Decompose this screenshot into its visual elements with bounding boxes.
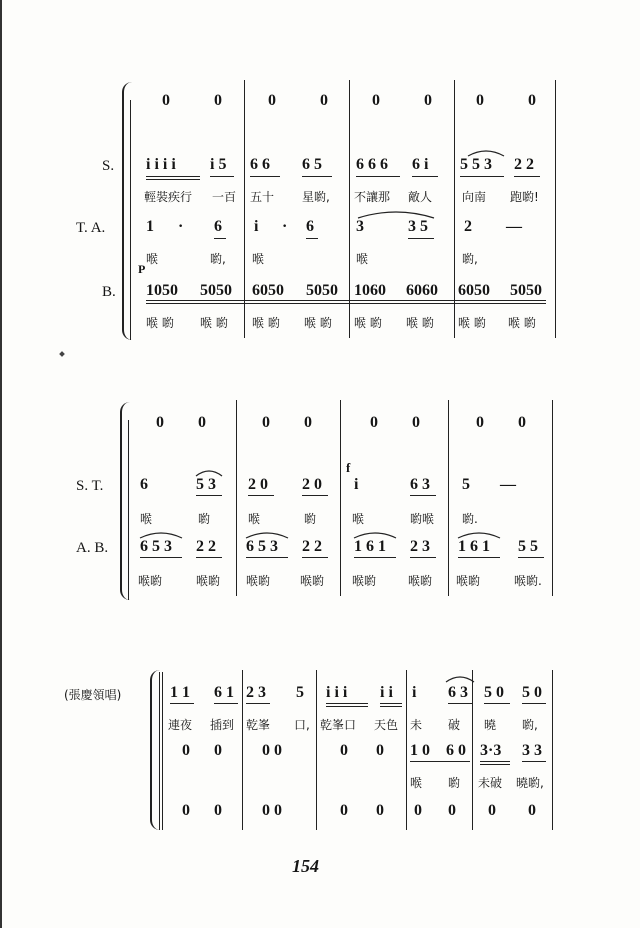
- note: 0: [214, 742, 222, 759]
- beam: [410, 761, 470, 762]
- system-bracket-line: [128, 420, 129, 600]
- lyric: 喲,: [210, 252, 226, 266]
- beam: [146, 300, 546, 301]
- note: 5 5: [518, 538, 538, 555]
- note: 0: [376, 802, 384, 819]
- beam: [458, 557, 500, 558]
- lyric: 一百: [212, 190, 237, 204]
- solo-label: (張慶領唱): [64, 688, 122, 702]
- beam: [246, 703, 270, 704]
- note: 6 3: [448, 684, 468, 701]
- part-label-st: S. T.: [76, 478, 104, 494]
- note: 6 6 6: [356, 156, 388, 173]
- lyric: 輕裝疾行: [144, 190, 193, 204]
- lyric: 向南: [462, 190, 487, 204]
- note: 0: [214, 802, 222, 819]
- lyric: 喉: [252, 252, 265, 266]
- beam: [146, 179, 200, 180]
- part-label-b: B.: [102, 284, 116, 300]
- beam: [146, 176, 200, 177]
- beam: [408, 238, 434, 239]
- note: 2 2: [302, 538, 322, 555]
- note: 2 0: [248, 476, 268, 493]
- slur: [194, 466, 224, 478]
- note: i: [412, 684, 417, 701]
- note: 0 0: [262, 802, 282, 819]
- stray-mark: [59, 351, 65, 357]
- barline: [552, 400, 553, 596]
- note: 6060: [406, 282, 438, 299]
- note: 6: [140, 476, 148, 493]
- slur: [244, 528, 290, 540]
- tie: [356, 206, 436, 220]
- beam: [302, 495, 328, 496]
- note: 0: [424, 92, 432, 109]
- dynamic-mark: f: [346, 460, 351, 475]
- note: ·: [178, 218, 184, 235]
- beam: [448, 703, 472, 704]
- lyric: 喉喲: [408, 574, 433, 588]
- lyric: 喉: [352, 512, 365, 526]
- note: 2 3: [410, 538, 430, 555]
- note: 2 0: [302, 476, 322, 493]
- note: i 5: [210, 156, 227, 173]
- lyric: 喉: [146, 252, 159, 266]
- lyric: 喉喲: [196, 574, 221, 588]
- note: 6 3: [410, 476, 430, 493]
- barline: [316, 670, 317, 830]
- note: i i i: [326, 684, 348, 701]
- beam: [480, 764, 510, 765]
- beam: [460, 176, 504, 177]
- barline: [242, 670, 243, 830]
- note: 1 6 1: [458, 538, 490, 555]
- lyric: 喉 喲: [406, 316, 434, 330]
- lyric: 喉喲: [300, 574, 325, 588]
- note: i i i i: [146, 156, 176, 173]
- beam: [170, 703, 194, 704]
- lyric: 喉: [248, 512, 261, 526]
- note: 6 1: [214, 684, 234, 701]
- note: 5 0: [484, 684, 504, 701]
- note: 0: [376, 742, 384, 759]
- lyric: 跑喲!: [510, 190, 539, 204]
- note: 0 0: [262, 742, 282, 759]
- note: 5: [296, 684, 304, 701]
- note: i: [354, 476, 359, 493]
- note: 2 2: [514, 156, 534, 173]
- lyric: 喲,: [462, 252, 478, 266]
- beam: [302, 557, 328, 558]
- lyric: 喉: [140, 512, 153, 526]
- note: 5 3: [196, 476, 216, 493]
- note: 3·3: [480, 742, 502, 759]
- note: 0: [262, 414, 270, 431]
- lyric: 喉喲.: [514, 574, 542, 588]
- beam: [480, 761, 510, 762]
- note: 0: [182, 802, 190, 819]
- system-bracket-line: [130, 100, 131, 340]
- lyric: 插到: [210, 718, 235, 732]
- note: 0: [162, 92, 170, 109]
- part-label-s: S.: [102, 158, 115, 174]
- note: 1 0: [410, 742, 430, 759]
- beam: [306, 238, 318, 239]
- lyric: 喲.: [462, 512, 478, 526]
- beam: [196, 495, 222, 496]
- barline: [555, 80, 556, 338]
- lyric: 喲: [304, 512, 317, 526]
- note: 1 6 1: [354, 538, 386, 555]
- note: 5 0: [522, 684, 542, 701]
- dynamic-mark: P: [138, 262, 146, 276]
- note: 0: [198, 414, 206, 431]
- note: 5050: [510, 282, 542, 299]
- lyric: 星喲,: [302, 190, 330, 204]
- beam: [484, 703, 510, 704]
- note: 6 5 3: [246, 538, 278, 555]
- lyric: 曉: [484, 718, 497, 732]
- note: i i: [380, 684, 393, 701]
- lyric: 乾峯口: [320, 718, 357, 732]
- note: 0: [488, 802, 496, 819]
- barline: [340, 400, 341, 596]
- lyric: 口,: [294, 718, 310, 732]
- note: 0: [320, 92, 328, 109]
- barline: [448, 400, 449, 596]
- note: 6 5 3: [140, 538, 172, 555]
- beam: [410, 495, 436, 496]
- note: 0: [182, 742, 190, 759]
- lyric: 曉喲,: [516, 776, 544, 790]
- note: 1: [146, 218, 154, 235]
- lyric: 喉 喲: [508, 316, 536, 330]
- lyric: 敵人: [408, 190, 433, 204]
- system-bracket-line: [159, 672, 160, 830]
- note: —: [506, 218, 522, 235]
- lyric: 天色: [374, 718, 399, 732]
- note: 0: [528, 92, 536, 109]
- note: ·: [282, 218, 288, 235]
- beam: [518, 557, 544, 558]
- lyric: 乾峯: [246, 718, 271, 732]
- note: 5: [462, 476, 470, 493]
- lyric: 喉喲: [138, 574, 163, 588]
- lyric: 喉 喲: [252, 316, 280, 330]
- note: —: [500, 476, 516, 493]
- barline: [236, 400, 237, 596]
- slur: [444, 672, 476, 684]
- barline: [472, 670, 473, 830]
- lyric: 不讓那: [354, 190, 391, 204]
- note: 0: [476, 414, 484, 431]
- note: 2 2: [196, 538, 216, 555]
- note: 0: [372, 92, 380, 109]
- note: 0: [476, 92, 484, 109]
- note: 0: [214, 92, 222, 109]
- note: 5050: [306, 282, 338, 299]
- note: 0: [528, 802, 536, 819]
- note: 5 5 3: [460, 156, 492, 173]
- note: 6: [214, 218, 222, 235]
- lyric: 喉 喲: [200, 316, 228, 330]
- note: 0: [156, 414, 164, 431]
- beam: [380, 703, 402, 704]
- lyric: 喲,: [522, 718, 538, 732]
- note: 2: [464, 218, 472, 235]
- page-number: 154: [292, 856, 319, 876]
- note: 3: [356, 218, 364, 235]
- note: 0: [370, 414, 378, 431]
- part-label-ta: T. A.: [76, 220, 106, 236]
- beam: [354, 557, 396, 558]
- lyric: 未: [410, 718, 423, 732]
- beam: [410, 557, 436, 558]
- beam: [522, 703, 546, 704]
- note: 6 0: [446, 742, 466, 759]
- note: 1 1: [170, 684, 190, 701]
- beam: [210, 176, 234, 177]
- lyric: 喉 喲: [146, 316, 174, 330]
- beam: [522, 761, 546, 762]
- note: 6 i: [412, 156, 429, 173]
- beam: [196, 557, 222, 558]
- note: 6 5: [302, 156, 322, 173]
- note: 1060: [354, 282, 386, 299]
- note: 6050: [458, 282, 490, 299]
- lyric: 五十: [250, 190, 275, 204]
- slur: [456, 528, 502, 540]
- lyric: 破: [448, 718, 461, 732]
- barline: [406, 670, 407, 830]
- lyric: 喉 喲: [458, 316, 486, 330]
- lyric: 喉喲: [246, 574, 271, 588]
- note: 2 3: [246, 684, 266, 701]
- beam: [250, 176, 280, 177]
- lyric: 喉: [410, 776, 423, 790]
- beam: [356, 176, 400, 177]
- lyric: 喲喉: [410, 512, 435, 526]
- beam: [412, 176, 438, 177]
- note: 3 5: [408, 218, 428, 235]
- lyric: 喉: [356, 252, 369, 266]
- system-bracket-line: [162, 672, 163, 830]
- lyric: 喲: [198, 512, 211, 526]
- note: 6 6: [250, 156, 270, 173]
- note: 6: [306, 218, 314, 235]
- part-label-ab: A. B.: [76, 540, 109, 556]
- page-edge: [0, 0, 2, 928]
- note: 0: [518, 414, 526, 431]
- beam: [140, 557, 182, 558]
- beam: [214, 238, 226, 239]
- lyric: 連夜: [168, 718, 193, 732]
- note: 0: [448, 802, 456, 819]
- note: 0: [340, 742, 348, 759]
- note: 1050: [146, 282, 178, 299]
- note: i: [254, 218, 259, 235]
- beam: [514, 176, 540, 177]
- lyric: 喉喲: [456, 574, 481, 588]
- lyric: 喉喲: [352, 574, 377, 588]
- note: 0: [414, 802, 422, 819]
- lyric: 喉 喲: [304, 316, 332, 330]
- beam: [380, 706, 402, 707]
- note: 0: [340, 802, 348, 819]
- note: 0: [412, 414, 420, 431]
- beam: [302, 176, 332, 177]
- barline: [552, 670, 553, 830]
- beam: [326, 706, 368, 707]
- note: 0: [304, 414, 312, 431]
- beam: [248, 495, 274, 496]
- note: 6050: [252, 282, 284, 299]
- slur: [352, 528, 398, 540]
- note: 3 3: [522, 742, 542, 759]
- lyric: 喲: [448, 776, 461, 790]
- lyric: 未破: [478, 776, 503, 790]
- note: 5050: [200, 282, 232, 299]
- beam: [246, 557, 288, 558]
- beam: [214, 703, 238, 704]
- beam: [326, 703, 368, 704]
- beam: [146, 303, 546, 304]
- slur: [138, 528, 184, 540]
- lyric: 喉 喲: [354, 316, 382, 330]
- note: 0: [268, 92, 276, 109]
- slur: [466, 146, 506, 158]
